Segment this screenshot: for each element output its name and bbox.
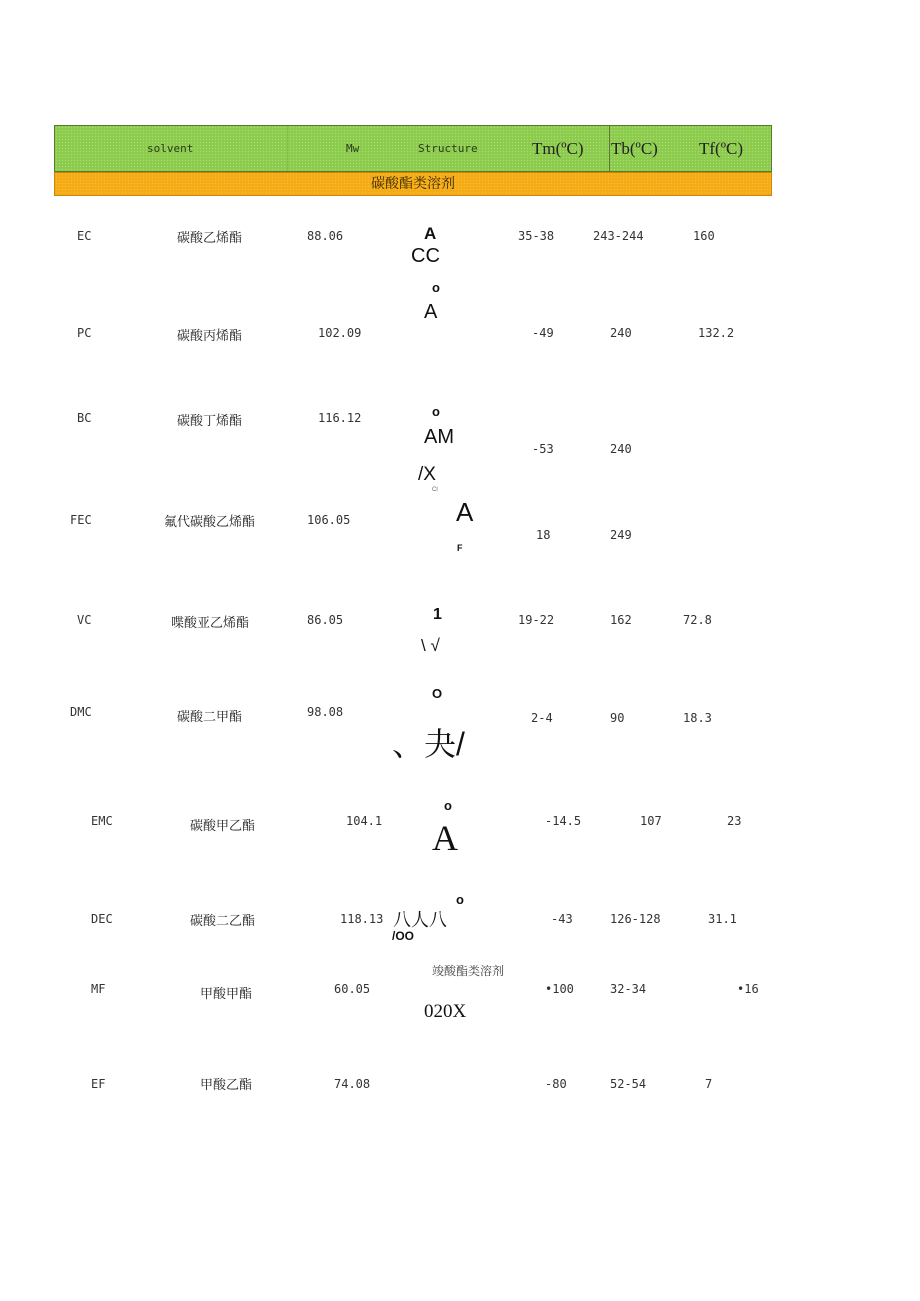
structure-bc-3: /X: [418, 464, 436, 485]
mw-pc: 102.09: [318, 326, 362, 340]
abbr-mf: MF: [91, 982, 106, 996]
tb-dec: 126-128: [610, 912, 661, 926]
name-ec: 碳酸乙烯酯: [177, 231, 243, 246]
tb-bc: 240: [610, 442, 632, 456]
abbr-dmc: DMC: [70, 705, 92, 719]
header-tf: Tf(ºC): [699, 139, 743, 158]
tm-pc: -49: [532, 326, 554, 340]
abbr-emc: EMC: [91, 814, 113, 828]
tm-emc: -14.5: [545, 814, 582, 828]
structure-bc-1: o: [432, 404, 440, 419]
section-carboxylate-title: 竣酸酯类溶剂: [432, 964, 505, 978]
structure-dmc-2: 、夬/: [392, 726, 465, 762]
section-carbonate-title: 碳酸酯类溶剂: [54, 172, 772, 196]
tb-ec: 243-244: [593, 229, 644, 243]
mw-bc: 116.12: [318, 411, 362, 425]
abbr-pc: PC: [77, 326, 92, 340]
structure-dec-1: 八人八: [393, 910, 447, 930]
abbr-ec: EC: [77, 229, 92, 243]
tm-dec: -43: [551, 912, 573, 926]
structure-vc-2: \ √: [421, 636, 440, 655]
name-emc: 碳酸甲乙酯: [190, 819, 256, 834]
tm-ef: -80: [545, 1077, 567, 1091]
header-solvent: solvent: [147, 142, 194, 155]
tb-vc: 162: [610, 613, 632, 627]
structure-dmc-1: O: [432, 686, 443, 701]
tm-mf: •100: [545, 982, 574, 996]
name-dec: 碳酸二乙酯: [190, 914, 256, 929]
structure-ec-2: CC: [411, 245, 440, 267]
mw-vc: 86.05: [307, 613, 344, 627]
name-ef: 甲酸乙酯: [200, 1078, 253, 1093]
tm-dmc: 2-4: [531, 711, 553, 725]
tf-ef: 7: [705, 1077, 713, 1091]
name-fec: 氟代碳酸乙烯酯: [164, 515, 256, 530]
header-tb: Tb(ºC): [611, 139, 658, 158]
abbr-bc: BC: [77, 411, 92, 425]
mw-mf: 60.05: [334, 982, 371, 996]
structure-pc-2: A: [424, 301, 438, 323]
structure-pc-1: o: [432, 280, 440, 295]
structure-ec-1: A: [424, 224, 437, 243]
tf-pc: 132.2: [698, 326, 735, 340]
mw-ec: 88.06: [307, 229, 344, 243]
tb-emc: 107: [640, 814, 662, 828]
header-mw: Mw: [346, 142, 360, 155]
tf-dmc: 18.3: [683, 711, 712, 725]
tb-pc: 240: [610, 326, 632, 340]
structure-dec-3: /OO: [392, 929, 415, 943]
tm-ec: 35-38: [518, 229, 555, 243]
structure-bc-4: Cl: [432, 487, 438, 493]
structure-fec-1: A: [456, 497, 474, 527]
tm-vc: 19-22: [518, 613, 555, 627]
tf-emc: 23: [727, 814, 742, 828]
mw-ef: 74.08: [334, 1077, 371, 1091]
tf-mf: •16: [737, 982, 759, 996]
header-tm: Tm(ºC): [532, 139, 584, 158]
name-pc: 碳酸丙烯酯: [177, 329, 243, 344]
tf-vc: 72.8: [683, 613, 712, 627]
tb-dmc: 90: [610, 711, 625, 725]
abbr-fec: FEC: [70, 513, 92, 527]
name-dmc: 碳酸二甲酯: [177, 710, 243, 725]
header-divider: [287, 126, 288, 171]
abbr-dec: DEC: [91, 912, 113, 926]
tb-ef: 52-54: [610, 1077, 647, 1091]
structure-emc-1: o: [444, 798, 452, 813]
name-vc: 喋酸亚乙烯酯: [171, 616, 250, 631]
tm-fec: 18: [536, 528, 551, 542]
header-divider: [609, 126, 610, 171]
table-header: [54, 125, 772, 172]
mw-emc: 104.1: [346, 814, 383, 828]
name-bc: 碳酸丁烯酯: [177, 414, 243, 429]
abbr-vc: VC: [77, 613, 92, 627]
tm-bc: -53: [532, 442, 554, 456]
structure-mf-1: 020X: [424, 1001, 467, 1022]
structure-bc-2: AM: [424, 426, 454, 448]
tf-ec: 160: [693, 229, 715, 243]
structure-fec-2: F: [457, 543, 463, 553]
abbr-ef: EF: [91, 1077, 106, 1091]
tb-fec: 249: [610, 528, 632, 542]
structure-vc-1: 1: [433, 606, 442, 623]
tb-mf: 32-34: [610, 982, 647, 996]
header-structure: Structure: [418, 142, 478, 155]
tf-dec: 31.1: [708, 912, 737, 926]
mw-dec: 118.13: [340, 912, 384, 926]
name-mf: 甲酸甲酯: [200, 987, 253, 1002]
structure-emc-2: A: [432, 818, 458, 858]
mw-fec: 106.05: [307, 513, 351, 527]
structure-dec-2: o: [456, 892, 464, 907]
mw-dmc: 98.08: [307, 705, 344, 719]
